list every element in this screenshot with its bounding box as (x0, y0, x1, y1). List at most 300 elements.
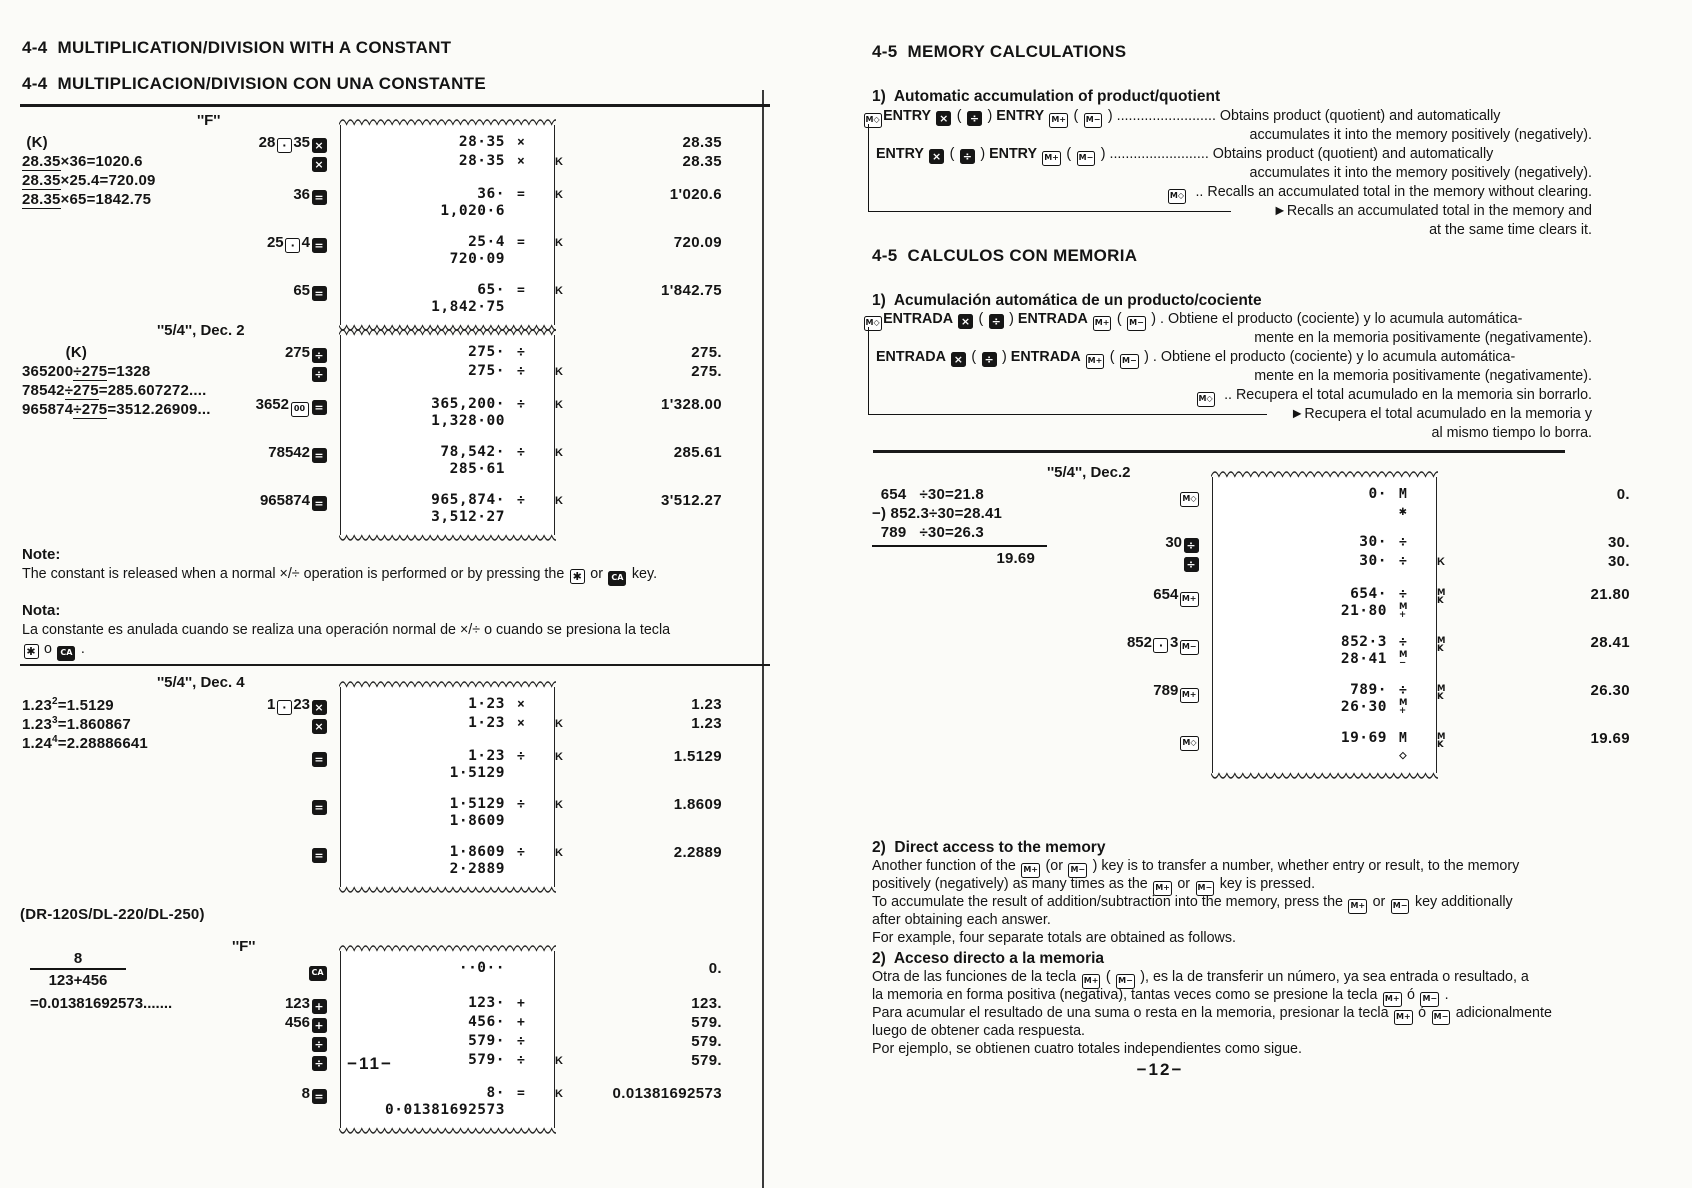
key-entry (255, 153, 340, 172)
operator-symbol (517, 413, 539, 430)
margin-indicator (1437, 486, 1472, 520)
memory-plus-key-icon: M+ (1180, 592, 1199, 607)
memory-minus-key-icon: M− (1116, 974, 1135, 989)
receipt-line: 0· M (1222, 486, 1421, 503)
nota-label: Nota: (22, 602, 61, 619)
problem-line: 965874÷275=3512.26909... (22, 401, 211, 418)
margin-indicator: M K (1437, 636, 1446, 654)
receipt-line: 28·35 × (350, 134, 539, 151)
plus-key-icon: + (312, 1018, 327, 1033)
memory-recall-key-icon: M◇ (1180, 492, 1198, 507)
margin-indicator: K (555, 366, 563, 378)
result-value: 285.61 (673, 444, 722, 461)
calc-row (255, 960, 722, 981)
operator-symbol (517, 509, 539, 526)
receipt-line: 579· ÷ (350, 1033, 539, 1050)
receipt-line: 1·5129 (350, 765, 539, 782)
result-value: 1.5129 (673, 748, 722, 765)
problem-list (22, 342, 255, 420)
result-value: 2.2889 (673, 844, 722, 861)
calc-block-powers (22, 674, 722, 878)
receipt-torn-edge (339, 327, 556, 336)
operator-symbol: ÷ (517, 397, 525, 412)
calc-row (1082, 486, 1630, 520)
problem-line: (K) (22, 134, 48, 151)
receipt-line: 789· ÷ (1222, 682, 1421, 699)
receipt-line: 1·8609 (350, 813, 539, 830)
result-value: 1'020.6 (669, 186, 722, 203)
right-page-number: −12− (1136, 1060, 1184, 1079)
key-entry (255, 715, 340, 734)
problem-line: 789 ÷30=26.3 (872, 524, 1047, 547)
key-entry: 8 = (255, 1085, 340, 1119)
operator-symbol: ÷ (1399, 535, 1407, 550)
problem-line: 365200÷275=1328 (22, 363, 151, 380)
note-label: Note: (22, 546, 61, 563)
memory-minus-key-icon: M− (1196, 881, 1215, 896)
key-entry: 30 ÷ (1082, 534, 1212, 553)
receipt-line: 123· + (350, 995, 539, 1012)
memory-plus-key-icon: M+ (1394, 1010, 1413, 1025)
key-entry (1082, 486, 1212, 520)
divide-key-icon: ÷ (312, 1056, 327, 1071)
result-value: 30. (1607, 553, 1630, 570)
plus-key-icon: + (312, 999, 327, 1014)
operator-symbol: ÷ (517, 345, 525, 360)
operator-symbol (517, 203, 539, 220)
operator-symbol: ÷ (1399, 587, 1407, 602)
result-value: 0. (708, 960, 722, 977)
receipt-line: 8· = (350, 1085, 539, 1102)
equals-key-icon: = (312, 752, 327, 767)
key-entry (255, 748, 340, 782)
clear-all-key-icon: CA (608, 571, 626, 586)
calc-row (255, 748, 722, 782)
margin-indicator: K (555, 847, 563, 859)
operator-symbol: ✱ (1399, 504, 1407, 519)
receipt-line (1222, 747, 1421, 764)
operator-symbol: × (517, 697, 525, 712)
receipt-line: 456· + (350, 1014, 539, 1031)
result-value: 579. (691, 1052, 722, 1069)
receipt-line: 1,328·00 (350, 413, 539, 430)
receipt-line: 285·61 (350, 461, 539, 478)
calc-row (255, 282, 722, 316)
operator-symbol: ÷ (517, 493, 525, 508)
left-page-number: −11− (347, 1054, 393, 1073)
operator-symbol: M (1399, 487, 1407, 502)
calc-row (255, 715, 722, 734)
para-en-line: For example, four separate totals are obtained as follows. (872, 930, 1236, 946)
equals-key-icon: = (312, 238, 327, 253)
memory-recall-key-icon: M◇ (864, 113, 882, 128)
operator-symbol: ÷ (517, 364, 525, 379)
operator-symbol: ÷ (1399, 554, 1407, 569)
calc-row (255, 134, 722, 153)
receipt-line: 2·2889 (350, 861, 539, 878)
memory-recall-key-icon: M◇ (864, 316, 882, 331)
left-heading-es: 4-4 MULTIPLICACION/DIVISION CON UNA CONSTANTE (22, 74, 486, 93)
result-value: 3'512.27 (661, 492, 722, 509)
result-value: 1.23 (691, 715, 722, 732)
device-models: (DR-120S/DL-220/DL-250) (20, 906, 205, 923)
operator-symbol: M + (1399, 602, 1408, 620)
margin-indicator: M K (1437, 588, 1446, 606)
calc-row (255, 1033, 722, 1052)
problem-line: $1.23^2=1.5129$ (22, 696, 114, 714)
para-en-line: positively (negatively) as many times as the M+ or M− key is pressed. (872, 876, 1612, 894)
problem-line: (K) (22, 344, 88, 361)
margin-indicator (555, 134, 585, 153)
problem-line: 78542÷275=285.607272.... (22, 382, 207, 399)
margin-indicator (555, 1033, 585, 1052)
margin-indicator: K (555, 156, 563, 168)
key-entry: 3652 00 = (255, 396, 340, 430)
receipt-line: 1,020·6 (350, 203, 539, 220)
receipt-torn-edge (339, 679, 556, 688)
receipt-tape (1212, 477, 1437, 773)
receipt-line: 21·80 M + (1222, 603, 1421, 620)
problem-line: 28.35×65=1842.75 (22, 191, 152, 208)
clear-all-key-icon: CA (57, 646, 75, 661)
total-key-icon: ✱ (24, 644, 39, 659)
formula-es-line: ENTRADA × ( ÷ ) ENTRADA M+ ( M− ) . Obtiene el producto (cociente) y lo acumula automática- (862, 349, 1592, 368)
right-sub1-en: 1) Automatic accumulation of product/quotient (872, 88, 1221, 105)
receipt-line: 654· ÷ (1222, 586, 1421, 603)
margin-indicator: K (555, 799, 563, 811)
memory-recall-key-icon: M◇ (1197, 392, 1215, 407)
divide-key-icon: ÷ (982, 352, 997, 367)
direct-access-para-en (872, 858, 1612, 948)
nota-text-2: ✱ o CA . (22, 641, 85, 659)
receipt-line: 19·69 M (1222, 730, 1421, 747)
key-entry: 852 · 3 M− (1082, 634, 1212, 668)
total-key-icon: ✱ (570, 569, 585, 584)
receipt-torn-edge (1211, 772, 1438, 781)
margin-indicator: K (555, 189, 563, 201)
key-entry: 28 · 35 × (255, 134, 340, 153)
operator-symbol: = (517, 1086, 525, 1101)
margin-indicator: K (555, 285, 563, 297)
margin-indicator: K (555, 751, 563, 763)
multiply-key-icon: × (312, 157, 327, 172)
receipt-line: 1·23 × (350, 696, 539, 713)
mode-label: ''F'' (197, 112, 221, 129)
para-en-line: To accumulate the result of addition/subtraction into the memory, press the M+ or M− key additionally (872, 894, 1612, 912)
calc-row (255, 363, 722, 382)
margin-indicator: K (555, 1055, 563, 1067)
calc-row (1082, 730, 1630, 764)
operator-symbol: ÷ (517, 445, 525, 460)
key-entry (255, 796, 340, 830)
key-entry: 36 = (255, 186, 340, 220)
operator-symbol: ÷ (517, 1034, 525, 1049)
receipt-line: 365,200· ÷ (350, 396, 539, 413)
margin-indicator (1437, 534, 1472, 553)
formula-en-line: ENTRY × ( ÷ ) ENTRY M+ ( M− ) ......................... Obtains product (quotient) and automatically (862, 146, 1592, 165)
calc-row (255, 844, 722, 878)
mode-label: ''F'' (232, 938, 256, 955)
operator-symbol (517, 299, 539, 316)
decimal-key-icon: · (285, 238, 300, 253)
receipt-line: 852·3 ÷ (1222, 634, 1421, 651)
memory-recall-key-icon: M◇ (1180, 736, 1198, 751)
formula-es-line: al mismo tiempo lo borra. (1431, 425, 1592, 441)
calc-row (255, 396, 722, 430)
result-value: 579. (691, 1033, 722, 1050)
calc-row (255, 1085, 722, 1119)
calc-row (255, 796, 722, 830)
receipt-torn-edge (339, 943, 556, 952)
multiply-key-icon: × (312, 700, 327, 715)
result-value: 30. (1607, 534, 1630, 551)
calc-row (255, 995, 722, 1014)
margin-indicator: M K (1437, 732, 1446, 750)
formula-en-line: ►Recalls an accumulated total in the memory and (1272, 203, 1592, 219)
calc-block-constant-division (22, 322, 722, 526)
result-value: 123. (691, 995, 722, 1012)
margin-indicator: K (1437, 556, 1445, 568)
equals-key-icon: = (312, 448, 327, 463)
operator-symbol: M + (1399, 698, 1408, 716)
receipt-line: 30· ÷ (1222, 553, 1421, 570)
receipt-line: 275· ÷ (350, 344, 539, 361)
calc-block-memory (872, 464, 1630, 764)
receipt-torn-edge (339, 1127, 556, 1136)
calc-row (1082, 634, 1630, 668)
receipt-line: 1·8609 ÷ (350, 844, 539, 861)
key-entry: 456 + (255, 1014, 340, 1033)
calc-row (1082, 553, 1630, 572)
operator-symbol: ÷ (1399, 683, 1407, 698)
memory-plus-key-icon: M+ (1180, 688, 1199, 703)
receipt-line: 1,842·75 (350, 299, 539, 316)
key-entry (1082, 730, 1212, 764)
operator-symbol: + (517, 996, 525, 1011)
operator-symbol: + (517, 1015, 525, 1030)
receipt-line: 26·30 M + (1222, 699, 1421, 716)
recall-bracket-en (868, 124, 1231, 212)
result-value: 21.80 (1590, 586, 1630, 603)
multiply-key-icon: × (958, 314, 973, 329)
problem-list (22, 694, 255, 753)
double-zero-key-icon: 00 (291, 402, 309, 417)
memory-minus-key-icon: M− (1120, 354, 1139, 369)
receipt-torn-edge (339, 886, 556, 895)
divide-key-icon: ÷ (312, 367, 327, 382)
key-entry: 965874 = (255, 492, 340, 526)
key-entry: 123 + (255, 995, 340, 1014)
result-value: 0.01381692573 (612, 1085, 722, 1102)
para-es-line: luego de obtener cada respuesta. (872, 1023, 1086, 1039)
key-entry (255, 844, 340, 878)
multiply-key-icon: × (312, 719, 327, 734)
multiply-key-icon: × (929, 149, 944, 164)
fraction-result: =0.01381692573....... (30, 995, 173, 1012)
operator-symbol: M − (1399, 650, 1408, 668)
problem-line: 28.35×25.4=720.09 (22, 172, 156, 189)
fraction-numerator: 8 (30, 950, 126, 970)
calc-row (255, 234, 722, 268)
receipt-line: 3,512·27 (350, 509, 539, 526)
right-heading-en: 4-5 MEMORY CALCULATIONS (872, 42, 1127, 61)
result-value: 28.35 (682, 134, 722, 151)
margin-indicator: K (555, 495, 563, 507)
operator-symbol (517, 960, 539, 977)
operator-symbol (517, 813, 539, 830)
result-value: 720.09 (673, 234, 722, 251)
operator-symbol (517, 1102, 539, 1119)
right-heading-es: 4-5 CALCULOS CON MEMORIA (872, 246, 1138, 265)
key-entry: 654 M+ (1082, 586, 1212, 620)
divide-key-icon: ÷ (312, 1037, 327, 1052)
problem-line: $1.23^3=1.860867$ (22, 715, 131, 733)
para-en-line: Another function of the M+ (or M− ) key is to transfer a number, whether entry or result, to the memory (872, 858, 1612, 876)
problem-line: $1.24^4=2.28886641$ (22, 734, 148, 752)
key-entry: 1 · 23 × (255, 696, 340, 715)
margin-indicator: K (555, 447, 563, 459)
receipt-line: ··0·· (350, 960, 539, 977)
calc-row (1082, 534, 1630, 553)
equals-key-icon: = (312, 1089, 327, 1104)
operator-symbol: = (517, 187, 525, 202)
memory-minus-key-icon: M− (1432, 1010, 1451, 1025)
key-entry (255, 363, 340, 382)
calc-row (255, 492, 722, 526)
result-value: 28.35 (682, 153, 722, 170)
receipt-line: 36· = (350, 186, 539, 203)
receipt-torn-edge (339, 117, 556, 126)
result-value: 28.41 (1590, 634, 1630, 651)
result-value: 19.69 (1590, 730, 1630, 747)
memory-minus-key-icon: M− (1084, 113, 1103, 128)
memory-plus-key-icon: M+ (1086, 354, 1105, 369)
para-es-line: Para acumular el resultado de una suma o resta en la memoria, presionar la tecla M+ ó M− adicionalmente (872, 1005, 1612, 1023)
receipt-torn-edge (339, 534, 556, 543)
left-rule-middle (20, 664, 770, 666)
memory-plus-key-icon: M+ (1049, 113, 1068, 128)
memory-plus-key-icon: M+ (1042, 151, 1061, 166)
key-entry (255, 1033, 340, 1052)
memory-recall-key-icon: M◇ (1168, 189, 1186, 204)
receipt-line: 30· ÷ (1222, 534, 1421, 551)
memory-plus-key-icon: M+ (1153, 881, 1172, 896)
formula-en-line: accumulates it into the memory positively (negatively). (1249, 127, 1592, 143)
memory-minus-key-icon: M− (1180, 640, 1199, 655)
formula-es-line: M◇ ENTRADA × ( ÷ ) ENTRADA M+ ( M− ) . Obtiene el producto (cociente) y lo acumula automática- (862, 311, 1592, 330)
receipt-line: 965,874· ÷ (350, 492, 539, 509)
result-value: 1'328.00 (661, 396, 722, 413)
operator-symbol (517, 861, 539, 878)
receipt-line: 579· ÷ (350, 1052, 539, 1069)
memory-plus-key-icon: M+ (1383, 992, 1402, 1007)
result-value: 1'842.75 (661, 282, 722, 299)
result-value: 0. (1616, 486, 1630, 503)
memory-plus-key-icon: M+ (1082, 974, 1101, 989)
key-entry: 275 ÷ (255, 344, 340, 363)
result-value: 579. (691, 1014, 722, 1031)
problem-line: 654 ÷30=21.8 (872, 486, 984, 503)
key-entry: 78542 = (255, 444, 340, 478)
right-sub1-es: 1) Acumulación automática de un producto/cociente (872, 292, 1262, 309)
operator-symbol: = (517, 235, 525, 250)
receipt-line: 28·41 M − (1222, 651, 1421, 668)
problem-list (22, 132, 255, 210)
decimal-key-icon: · (1153, 638, 1168, 653)
recall-bracket-es (868, 327, 1267, 415)
para-es-line: la memoria en forma positiva (negativa), tantas veces como se presione la tecla M+ ó M− . (872, 987, 1612, 1005)
margin-indicator (555, 696, 585, 715)
calc-row (1082, 682, 1630, 716)
problem-line: −) 852.3÷30=28.41 (872, 505, 1003, 522)
formula-es-line: mente en la memoria positivamente (negativamente). (1254, 368, 1592, 384)
formula-es-line: mente en la memoria positivamente (negativamente). (1254, 330, 1592, 346)
divide-key-icon: ÷ (960, 149, 975, 164)
margin-indicator (555, 344, 585, 363)
decimal-key-icon: · (277, 138, 292, 153)
margin-indicator: K (555, 399, 563, 411)
calc-row (255, 153, 722, 172)
receipt-line: 720·09 (350, 251, 539, 268)
result-value: 26.30 (1590, 682, 1630, 699)
calc-row (255, 696, 722, 715)
mode-label: ''5/4'', Dec. 2 (157, 322, 245, 339)
memory-plus-key-icon: M+ (1093, 316, 1112, 331)
formula-es-line: M◇ .. Recupera el total acumulado en la memoria sin borrarlo. (862, 387, 1592, 406)
operator-symbol: × (517, 716, 525, 731)
mode-label: ''5/4'', Dec. 4 (157, 674, 245, 691)
mode-label: ''5/4'', Dec.2 (1047, 464, 1131, 481)
receipt-line (1222, 503, 1421, 520)
equals-key-icon: = (312, 800, 327, 815)
para-es-line: Otra de las funciones de la tecla M+ ( M− ), es la de transferir un número, ya sea entrada o resultado, a (872, 969, 1612, 987)
key-entry: 25 · 4 = (255, 234, 340, 268)
receipt-line: 1·23 ÷ (350, 748, 539, 765)
receipt-line: 275· ÷ (350, 363, 539, 380)
margin-indicator (555, 960, 585, 981)
calc-block-constant-multiplication (22, 112, 722, 316)
calc-row (255, 344, 722, 363)
calc-row (255, 444, 722, 478)
clear-all-key-icon: CA (309, 966, 327, 981)
operator-symbol: ◇ (1399, 748, 1407, 763)
fraction-problem (30, 950, 172, 1012)
key-entry (255, 960, 340, 981)
divide-key-icon: ÷ (989, 314, 1004, 329)
operator-symbol (517, 251, 539, 268)
margin-indicator (555, 995, 585, 1014)
equals-key-icon: = (312, 286, 327, 301)
memory-plus-key-icon: M+ (1348, 899, 1367, 914)
operator-symbol: = (517, 283, 525, 298)
left-rule-top (20, 104, 770, 107)
result-value: 1.23 (691, 696, 722, 713)
divide-key-icon: ÷ (312, 348, 327, 363)
memory-minus-key-icon: M− (1068, 863, 1087, 878)
memory-minus-key-icon: M− (1077, 151, 1096, 166)
operator-symbol (517, 765, 539, 782)
formula-es-line: ►Recupera el total acumulado en la memoria y (1290, 406, 1592, 422)
right-rule (873, 450, 1565, 453)
operator-symbol: × (517, 135, 525, 150)
receipt-line: 65· = (350, 282, 539, 299)
memory-plus-key-icon: M+ (1021, 863, 1040, 878)
nota-text-1: La constante es anulada cuando se realiza una operación normal de ×/÷ o cuando se presiona la tecla (22, 622, 671, 638)
receipt-line: 78,542· ÷ (350, 444, 539, 461)
operator-symbol: ÷ (1399, 635, 1407, 650)
operator-symbol: × (517, 154, 525, 169)
formula-en-line: M◇ .. Recalls an accumulated total in the memory without clearing. (862, 184, 1592, 203)
